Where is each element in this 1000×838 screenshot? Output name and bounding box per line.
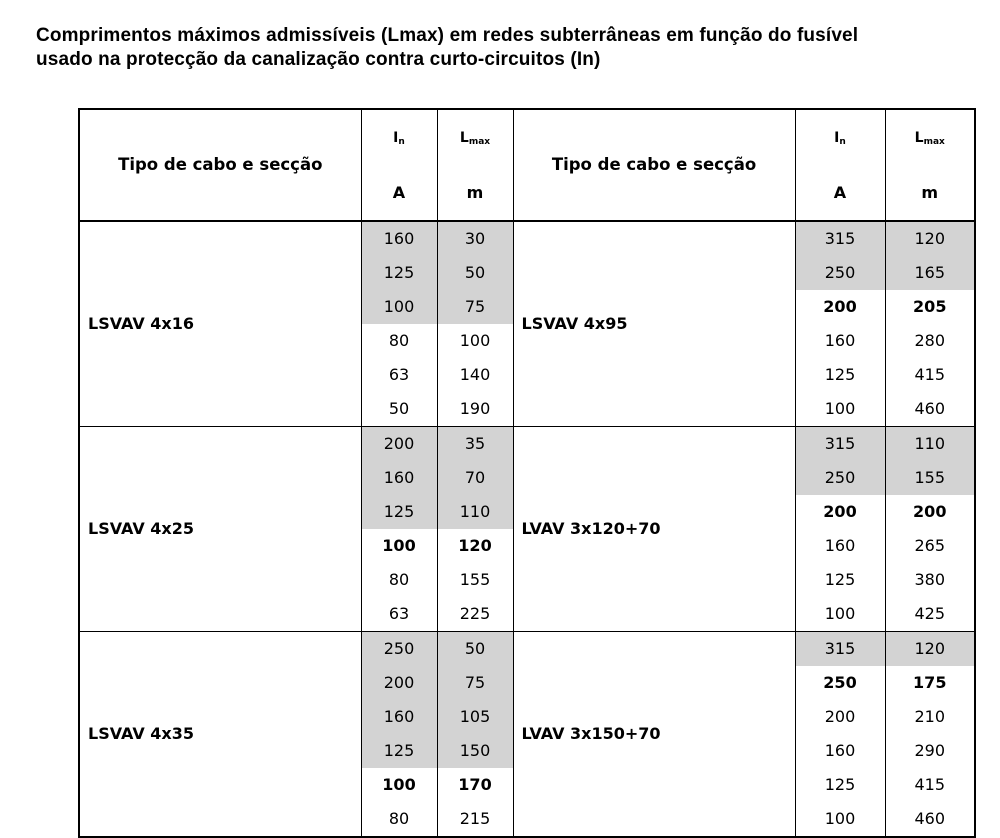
right-lmax-cell: 210 [885,700,975,734]
header-lmax-sub: max [923,136,945,147]
right-lmax-cell: 120 [885,632,975,667]
table-row [79,427,975,462]
left-lmax-cell: 30 [437,221,513,256]
right-lmax-cell: 415 [885,768,975,802]
left-lmax-cell: 150 [437,734,513,768]
cable-type-left: LSVAV 4x16 [79,221,361,427]
right-in-cell: 250 [795,256,885,290]
left-in-cell: 160 [361,221,437,256]
right-lmax-cell: 265 [885,529,975,563]
left-in-cell: 125 [361,256,437,290]
right-lmax-cell: 280 [885,324,975,358]
header-in-sub: n [839,136,846,147]
header-in-right [795,109,885,166]
right-lmax-cell: 155 [885,461,975,495]
right-lmax-cell: 205 [885,290,975,324]
left-in-cell: 100 [361,529,437,563]
left-lmax-cell: 110 [437,495,513,529]
right-in-cell: 125 [795,563,885,597]
left-in-cell: 80 [361,802,437,837]
left-lmax-cell: 50 [437,632,513,667]
left-lmax-cell: 75 [437,290,513,324]
header-lmax-symbol: L [914,129,924,146]
left-in-cell: 50 [361,392,437,427]
left-in-cell: 125 [361,495,437,529]
right-lmax-cell: 460 [885,802,975,837]
right-lmax-cell: 200 [885,495,975,529]
header-lmax-sub: max [468,136,491,147]
left-in-cell: 80 [361,563,437,597]
cable-type-left: LSVAV 4x35 [79,632,361,838]
left-lmax-cell: 100 [437,324,513,358]
right-lmax-cell: 290 [885,734,975,768]
right-in-cell: 315 [795,221,885,256]
left-lmax-cell: 170 [437,768,513,802]
right-lmax-cell: 110 [885,427,975,462]
right-in-cell: 125 [795,768,885,802]
left-in-cell: 200 [361,427,437,462]
header-cable-type-right: Tipo de cabo e secção [513,109,795,221]
left-lmax-cell: 35 [437,427,513,462]
right-in-cell: 125 [795,358,885,392]
left-lmax-cell: 190 [437,392,513,427]
header-lmax-unit-left: m [437,166,513,221]
right-lmax-cell: 175 [885,666,975,700]
left-lmax-cell: 75 [437,666,513,700]
header-cable-type-left: Tipo de cabo e secção [79,109,361,221]
document-title [36,24,1000,72]
header-in-left [361,109,437,166]
right-lmax-cell: 460 [885,392,975,427]
header-in-unit-left: A [361,166,437,221]
cable-type-right: LVAV 3x150+70 [513,632,795,838]
cable-type-left: LSVAV 4x25 [79,427,361,632]
left-in-cell: 63 [361,358,437,392]
right-in-cell: 160 [795,529,885,563]
left-in-cell: 250 [361,632,437,667]
left-in-cell: 80 [361,324,437,358]
left-in-cell: 125 [361,734,437,768]
right-in-cell: 200 [795,495,885,529]
left-lmax-cell: 215 [437,802,513,837]
right-in-cell: 200 [795,290,885,324]
right-in-cell: 315 [795,632,885,667]
left-lmax-cell: 70 [437,461,513,495]
right-lmax-cell: 425 [885,597,975,632]
left-lmax-cell: 105 [437,700,513,734]
header-in-sub: n [398,136,405,147]
title-line-1: Comprimentos máximos admissíveis (Lmax) em redes subterrâneas em função do fusível [36,25,859,46]
left-lmax-cell: 140 [437,358,513,392]
header-lmax-right [885,109,975,166]
cable-type-right: LVAV 3x120+70 [513,427,795,632]
cable-type-right: LSVAV 4x95 [513,221,795,427]
left-lmax-cell: 120 [437,529,513,563]
header-row-symbols [79,109,975,166]
left-lmax-cell: 225 [437,597,513,632]
right-in-cell: 250 [795,461,885,495]
left-in-cell: 200 [361,666,437,700]
right-in-cell: 250 [795,666,885,700]
right-lmax-cell: 120 [885,221,975,256]
right-in-cell: 160 [795,734,885,768]
right-lmax-cell: 415 [885,358,975,392]
left-lmax-cell: 50 [437,256,513,290]
header-in-symbol: I [393,129,399,146]
header-lmax-symbol: L [459,129,469,146]
table-row [79,632,975,667]
header-lmax-unit-right: m [885,166,975,221]
right-lmax-cell: 165 [885,256,975,290]
left-in-cell: 63 [361,597,437,632]
right-in-cell: 100 [795,802,885,837]
header-in-symbol: I [834,129,840,146]
left-in-cell: 100 [361,768,437,802]
right-in-cell: 160 [795,324,885,358]
fuse-length-table [78,108,976,838]
left-lmax-cell: 155 [437,563,513,597]
right-in-cell: 100 [795,392,885,427]
right-in-cell: 200 [795,700,885,734]
left-in-cell: 160 [361,700,437,734]
left-in-cell: 100 [361,290,437,324]
right-in-cell: 315 [795,427,885,462]
right-in-cell: 100 [795,597,885,632]
header-in-unit-right: A [795,166,885,221]
left-in-cell: 160 [361,461,437,495]
right-lmax-cell: 380 [885,563,975,597]
table-row [79,221,975,256]
title-line-2: usado na protecção da canalização contra curto-circuitos (In) [36,49,601,70]
header-lmax-left [437,109,513,166]
